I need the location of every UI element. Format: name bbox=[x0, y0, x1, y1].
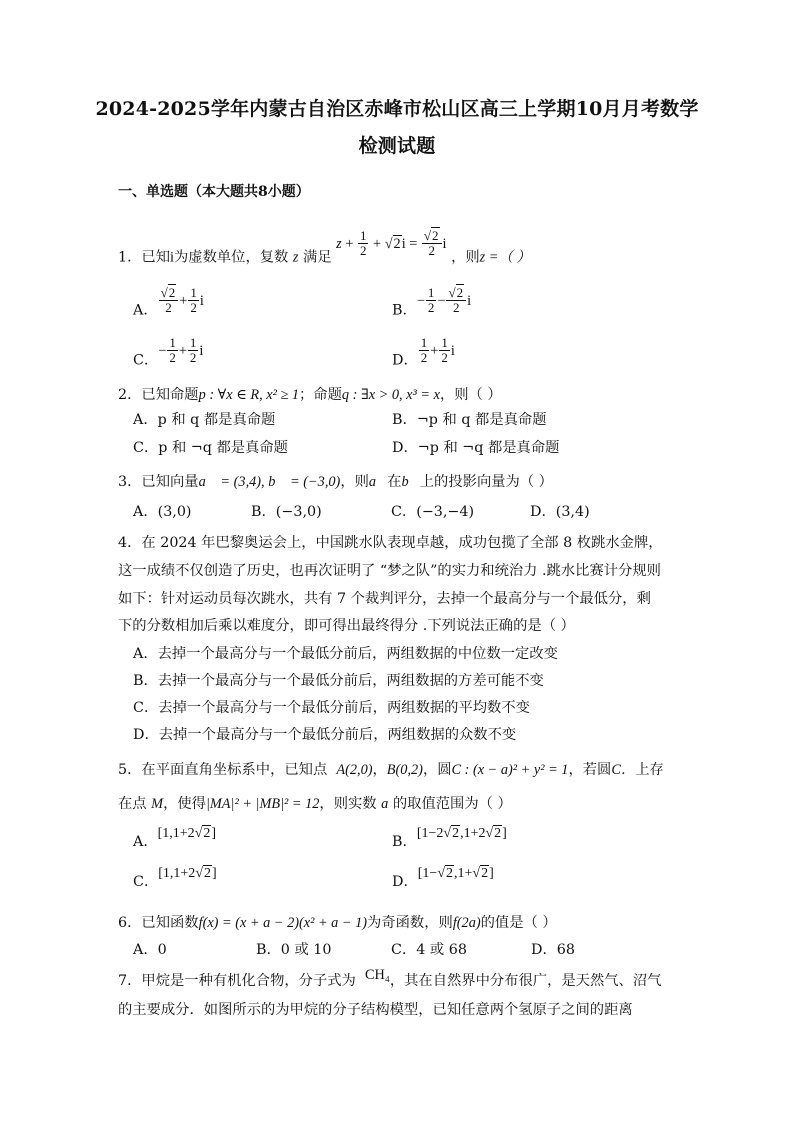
q4-option-b[interactable]: B．去掉一个最高分与一个最低分前后，两组数据的方差可能不变 bbox=[133, 673, 544, 689]
question-4-line-3: 如下：针对运动员每次跳水，共有 7 个裁判评分，去掉一个最高分与一个最低分，剩 bbox=[118, 591, 651, 607]
q5-option-b[interactable]: B．[1−2√2,1+2√2] bbox=[392, 826, 507, 850]
q6-option-c[interactable]: C．4 或 68 bbox=[391, 942, 467, 958]
page-title: 2024-2025学年内蒙古自治区赤峰市松山区高三上学期10月月考数学 bbox=[95, 98, 699, 120]
q3-option-b[interactable]: B．(−3,0) bbox=[251, 504, 322, 520]
question-7-line-1: 7．甲烷是一种有机化合物，分子式为 CH₄，其在自然界中分布很广，是天然气、沼气 bbox=[118, 967, 662, 989]
q5-option-c[interactable]: C．[1,1+2√2] bbox=[133, 866, 217, 890]
q2-option-a[interactable]: A．p 和 q 都是真命题 bbox=[133, 412, 276, 428]
question-6-stem: 6．已知函数f(x) = (x + a − 2)(x² + a − 1)为奇函数，则f(2a)的值是（ ） bbox=[118, 915, 557, 931]
q5-option-a[interactable]: A．[1,1+2√2] bbox=[133, 826, 217, 850]
question-4-line-2: 这一成绩不仅创造了历史，也再次证明了 “梦之队”的实力和统治力 .跳水比赛计分规则 bbox=[118, 563, 661, 579]
question-4-line-1: 4．在 2024 年巴黎奥运会上，中国跳水队表现卓越，成功包揽了全部 8 枚跳水金牌， bbox=[118, 535, 663, 551]
q3-option-a[interactable]: A．(3,0) bbox=[133, 504, 192, 520]
q4-option-a[interactable]: A．去掉一个最高分与一个最低分前后，两组数据的中位数一定改变 bbox=[133, 646, 558, 662]
q1-option-c[interactable]: C．− $\frac{1}{2}$ + $\frac{1}{2}$ i bbox=[133, 335, 204, 369]
q1-option-b[interactable]: B．− $\frac{1}{2}$ − $\frac{√2}{2}$ i bbox=[392, 285, 472, 319]
q6-option-d[interactable]: D．68 bbox=[531, 942, 575, 958]
q3-option-d[interactable]: D．(3,4) bbox=[530, 504, 590, 520]
q1-option-d[interactable]: D． $\frac{1}{2}$ + $\frac{1}{2}$ i bbox=[392, 335, 455, 369]
q2-option-d[interactable]: D．¬p 和 ¬q 都是真命题 bbox=[392, 440, 560, 456]
q4-option-d[interactable]: D．去掉一个最高分与一个最低分前后，两组数据的众数不变 bbox=[133, 727, 517, 743]
question-5-line-2: 在点 M，使得|MA|² + |MB|² = 12，则实数 a 的取值范围为（ ） bbox=[118, 796, 512, 812]
q2-option-c[interactable]: C．p 和 ¬q 都是真命题 bbox=[133, 440, 288, 456]
question-2-stem: 2．已知命题p : ∀x ∈ R, x² ≥ 1；命题q : ∃x > 0, x³ = x，则（ ） bbox=[118, 387, 502, 403]
q6-option-a[interactable]: A．0 bbox=[133, 942, 167, 958]
q1-equation: z + $\frac{1}{2}$ + √2i = $\frac{√2}{2}$ i bbox=[336, 228, 447, 258]
question-3-stem: 3．已知向量a⃗ = (3,4), b⃗ = (−3,0)，则a⃗在b⃗上的投影向量为（ ） bbox=[118, 474, 553, 490]
q3-option-c[interactable]: C．(−3,−4) bbox=[391, 504, 475, 520]
page-subtitle: 检测试题 bbox=[358, 135, 436, 157]
q4-option-c[interactable]: C．去掉一个最高分与一个最低分前后，两组数据的平均数不变 bbox=[133, 700, 530, 716]
q1-option-a[interactable]: A． $\frac{√2}{2}$ + $\frac{1}{2}$ i bbox=[133, 285, 204, 319]
question-4-line-4: 下的分数相加后乘以难度分，即可得出最终得分 .下列说法正确的是（ ） bbox=[118, 618, 575, 634]
question-5-line-1: 5．在平面直角坐标系中，已知点 A(2,0)，B(0,2)，圆C : (x − a)² + y² = 1，若圆C．上存 bbox=[118, 762, 664, 778]
q5-option-d[interactable]: D．[1−√2,1+√2] bbox=[392, 866, 494, 890]
question-7-line-2: 的主要成分．如图所示的为甲烷的分子结构模型，已知任意两个氢原子之间的距离 bbox=[118, 1002, 633, 1018]
section-heading: 一、单选题（本大题共8小题） bbox=[118, 184, 310, 200]
q6-option-b[interactable]: B．0 或 10 bbox=[256, 942, 332, 958]
q2-option-b[interactable]: B．¬p 和 q 都是真命题 bbox=[392, 412, 547, 428]
question-1-stem: 1．已知i为虚数单位，复数 z 满足 z + $\frac{1}{2}$ + √2i = $\frac{√2}{2}$ i ，则z =（ ） bbox=[118, 228, 531, 266]
